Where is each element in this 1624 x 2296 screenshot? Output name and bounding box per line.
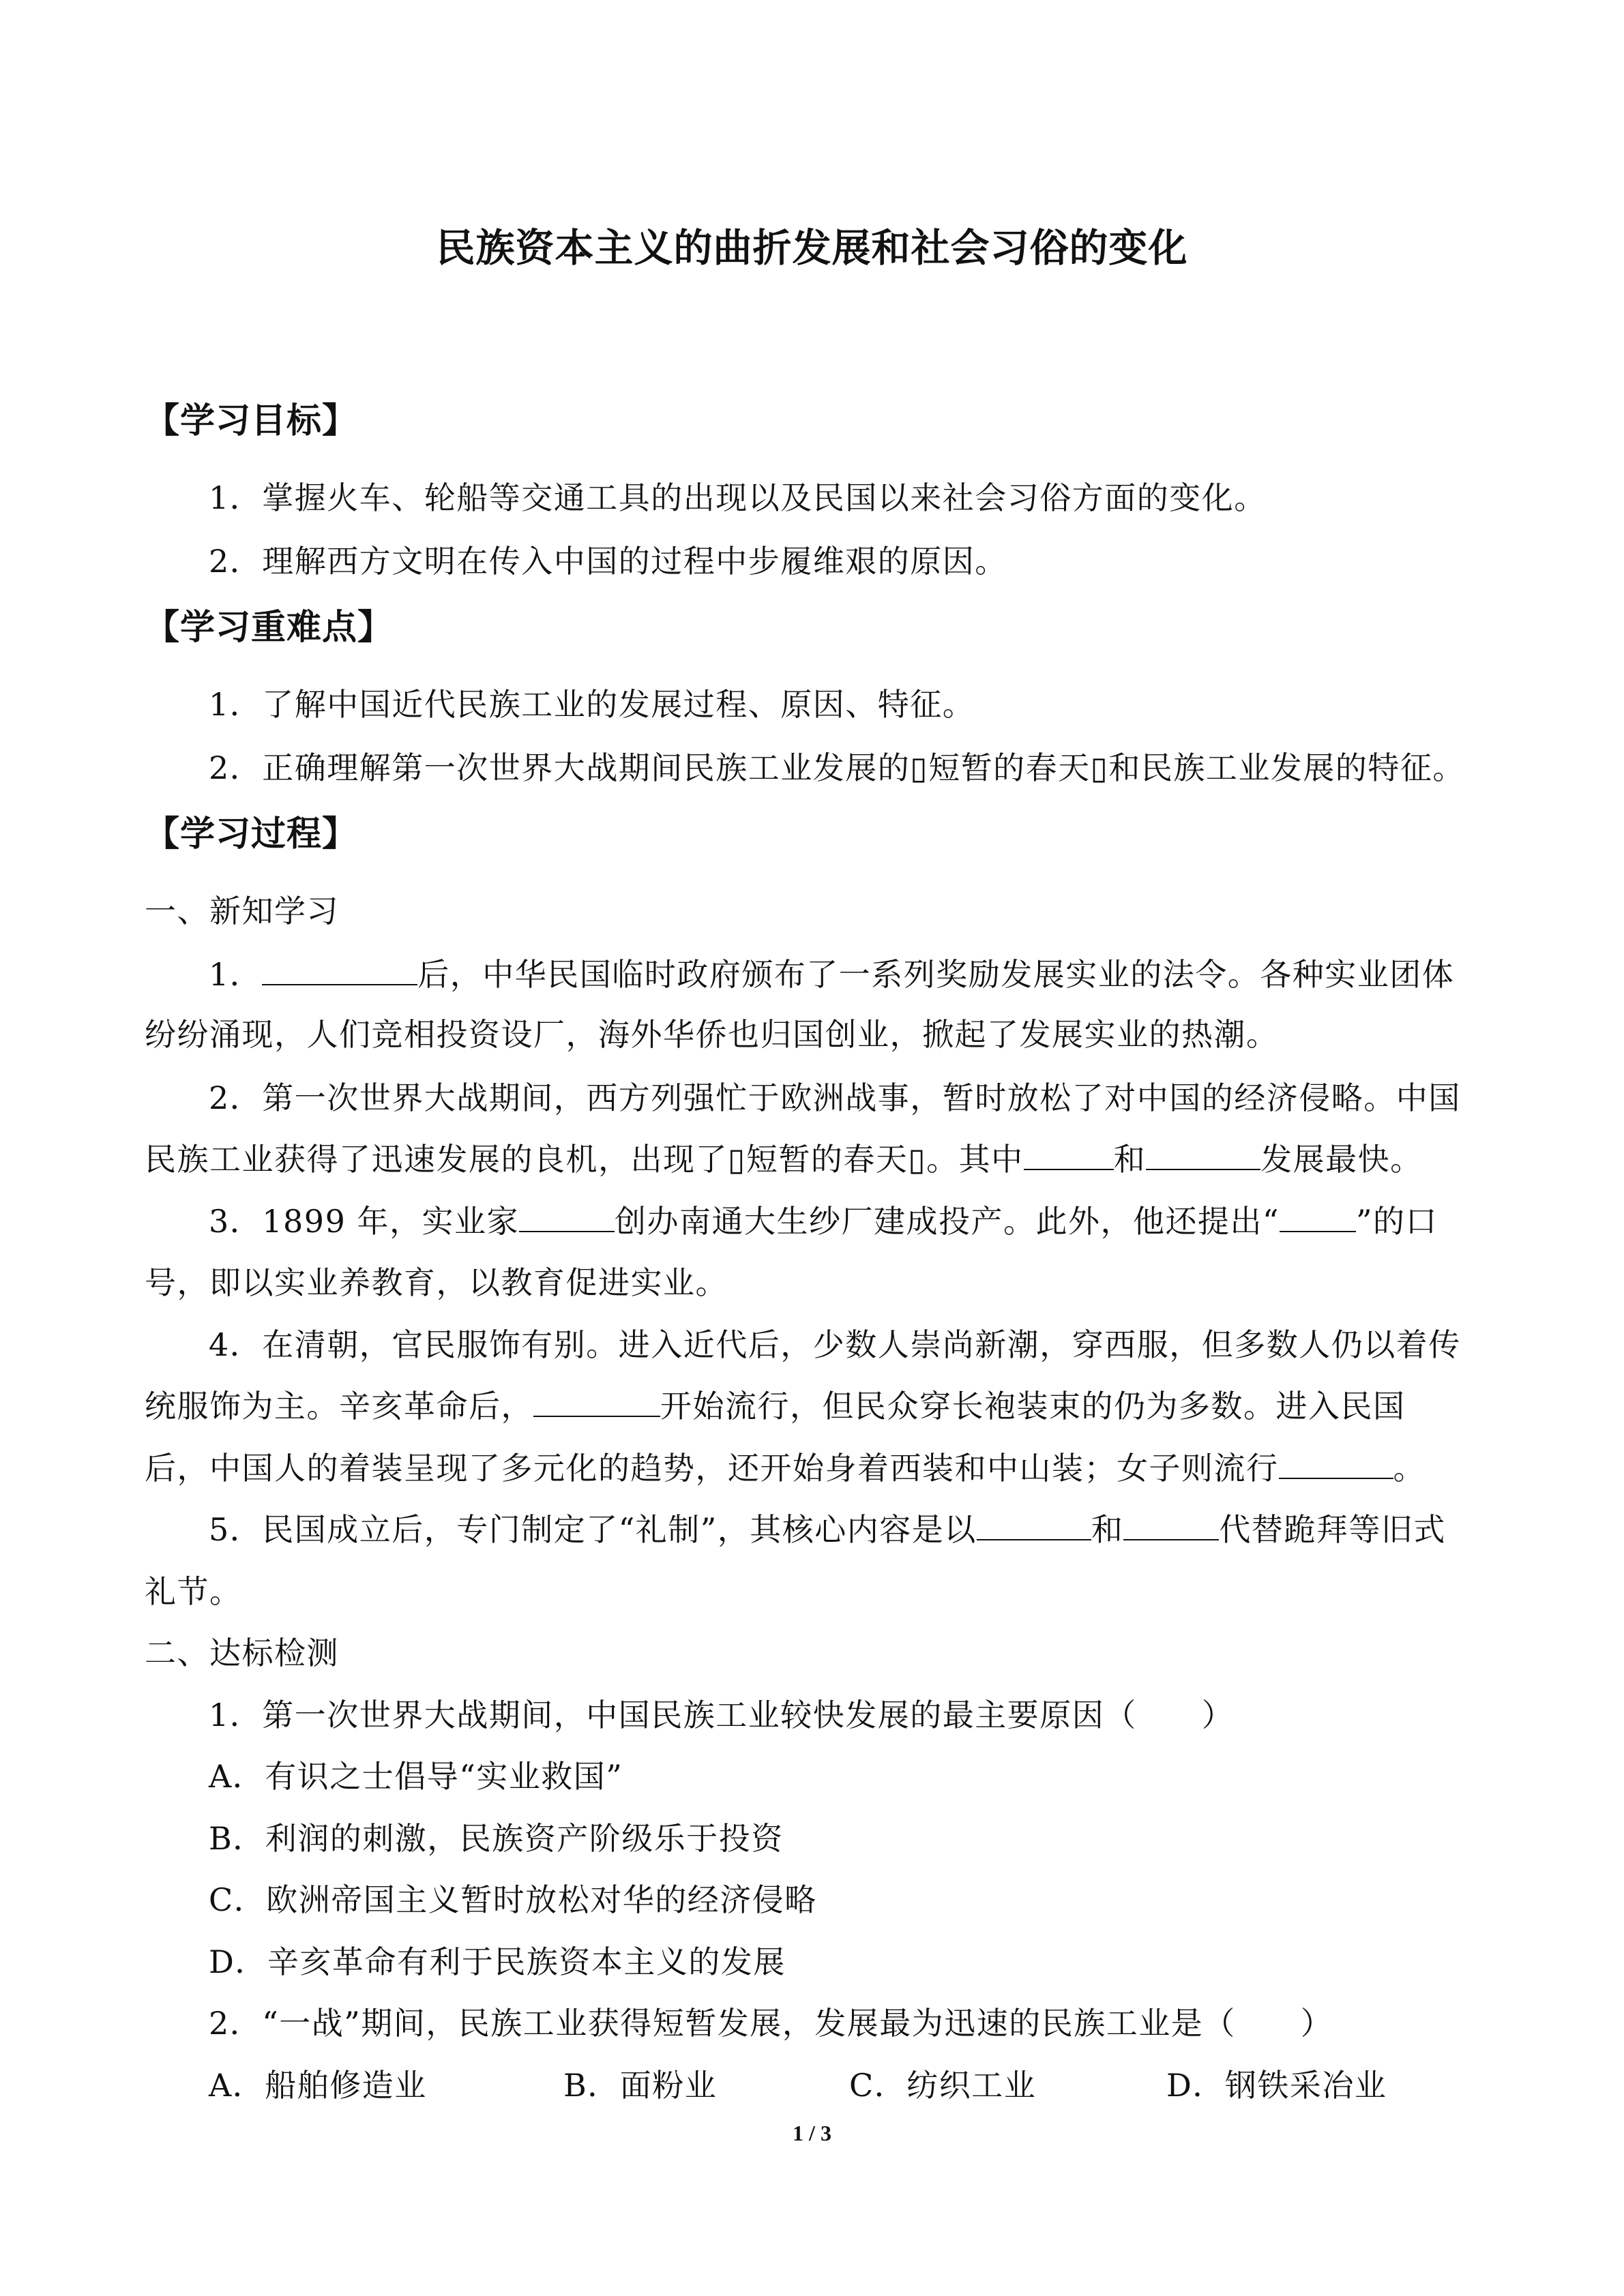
- section-heading-goals: 【学习目标】: [145, 400, 358, 441]
- mc-question-1-stem: 1．第一次世界大战期间，中国民族工业较快发展的最主要原因（ ）: [209, 1697, 1235, 1733]
- page-number: 1 / 3: [793, 2121, 831, 2145]
- key-point-item: 1．了解中国近代民族工业的发展过程、原因、特征。: [209, 686, 975, 723]
- question-2-line: 2．第一次世界大战期间，西方列强忙于欧洲战事，暂时放松了对中国的经济侵略。中国: [209, 1079, 1461, 1116]
- mc-option[interactable]: B．利润的刺激，民族资产阶级乐于投资: [209, 1820, 784, 1857]
- question-1-line: 纷纷涌现，人们竞相投资设厂，海外华侨也归国创业，掀起了发展实业的热潮。: [145, 1016, 1279, 1053]
- mc-option[interactable]: C．欧洲帝国主义暂时放松对华的经济侵略: [209, 1881, 817, 1918]
- goal-item: 2．理解西方文明在传入中国的过程中步履维艰的原因。: [209, 543, 1007, 580]
- answer-blank[interactable]: [1123, 1510, 1219, 1540]
- question-4-line: 4．在清朝，官民服饰有别。进入近代后，少数人崇尚新潮，穿西服，但多数人仍以着传: [209, 1326, 1461, 1363]
- part-heading-assessment: 二、达标检测: [145, 1635, 339, 1671]
- mc-question-2-stem: 2．“一战”期间，民族工业获得短暂发展，发展最为迅速的民族工业是（ ）: [209, 2005, 1333, 2042]
- answer-blank[interactable]: [262, 955, 417, 985]
- mc-option[interactable]: D．钢铁采冶业: [1166, 2067, 1387, 2104]
- mc-option[interactable]: B．面粉业: [563, 2067, 718, 2104]
- key-point-item: 2．正确理解第一次世界大战期间民族工业发展的▯短暂的春天▯和民族工业发展的特征。: [209, 749, 1465, 786]
- answer-blank[interactable]: [1024, 1140, 1114, 1170]
- answer-blank[interactable]: [977, 1510, 1091, 1540]
- question-3-line: 号，即以实业养教育，以教育促进实业。: [145, 1264, 728, 1301]
- goal-item: 1．掌握火车、轮船等交通工具的出现以及民国以来社会习俗方面的变化。: [209, 479, 1267, 516]
- answer-blank[interactable]: [1279, 1449, 1393, 1479]
- section-heading-key-points: 【学习重难点】: [145, 607, 394, 648]
- question-1-line: 1． 后，中华民国临时政府颁布了一系列奖励发展实业的法令。各种实业团体: [209, 956, 1455, 993]
- question-2-line: 民族工业获得了迅速发展的良机，出现了▯短暂的春天▯。其中 和 发展最快。: [145, 1141, 1423, 1178]
- question-4-line: 统服饰为主。辛亥革命后， 开始流行，但民众穿长袍装束的仍为多数。进入民国: [145, 1388, 1406, 1425]
- question-4-line: 后，中国人的着装呈现了多元化的趋势，还开始身着西装和中山装；女子则流行 。: [145, 1450, 1426, 1487]
- part-heading-new-knowledge: 一、新知学习: [145, 893, 339, 929]
- answer-blank[interactable]: [1280, 1202, 1356, 1232]
- question-3-line: 3．1899 年，实业家 创办南通大生纱厂建成投产。此外，他还提出“ ”的口: [209, 1203, 1438, 1240]
- answer-blank[interactable]: [519, 1202, 615, 1232]
- page-title: 民族资本主义的曲折发展和社会习俗的变化: [436, 225, 1188, 271]
- section-heading-process: 【学习过程】: [145, 814, 358, 854]
- mc-option[interactable]: C．纺织工业: [849, 2067, 1037, 2104]
- answer-blank[interactable]: [533, 1387, 660, 1417]
- answer-blank[interactable]: [1146, 1140, 1260, 1170]
- question-5-line: 5．民国成立后，专门制定了“礼制”，其核心内容是以 和 代替跪拜等旧式: [209, 1511, 1446, 1548]
- mc-option[interactable]: D．辛亥革命有利于民族资本主义的发展: [209, 1943, 786, 1980]
- question-5-line: 礼节。: [145, 1573, 242, 1610]
- mc-option[interactable]: A．有识之士倡导“实业救国”: [209, 1758, 623, 1795]
- mc-option[interactable]: A．船舶修造业: [209, 2067, 427, 2104]
